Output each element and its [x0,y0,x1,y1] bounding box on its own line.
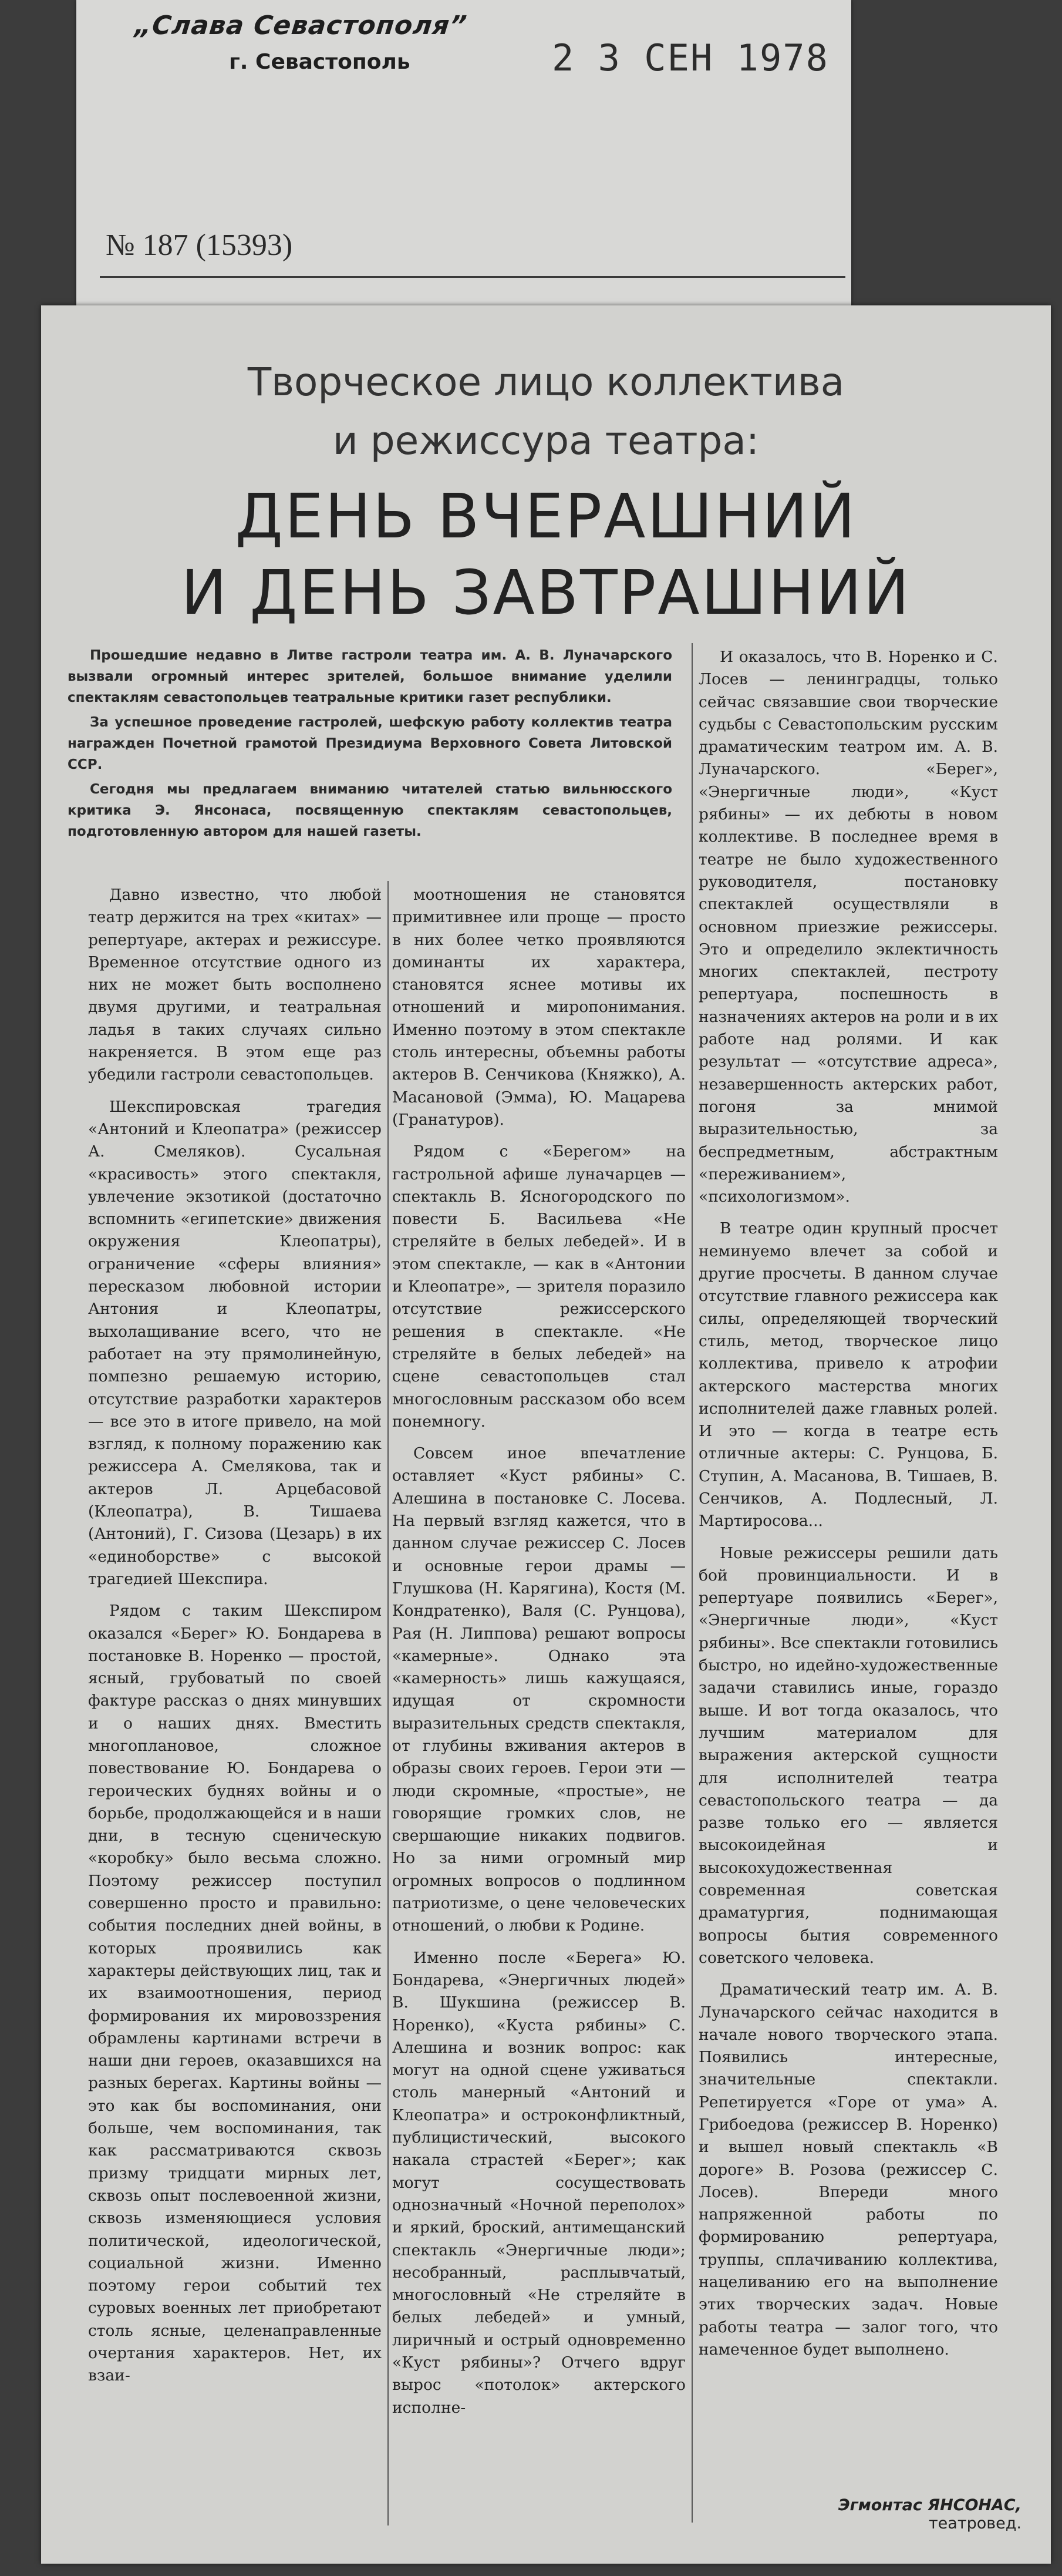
lead-block [68,645,672,846]
article-column-3 [699,646,998,2370]
issue-number: № 187 (15393) [106,228,293,262]
body-paragraph: Драматический театр им. А. В. Луначарского сейчас находится в начале нового творческого этапа. Появились интересные, значительные спектакли. Репетируется «Горе от ума» А. Грибоедова (режиссер В. Норенко) и вышел новый спектакль «В дороге» В. Розова (режиссер С. Лосев). Впереди много напряженной работы по формированию репертуара, труппы, сплачиванию коллектива, нацеливанию его на выполнение этих творческих задач. Новые работы театра — залог того, что намеченное будет выполнено. [699,1980,998,2359]
body-paragraph: И оказалось, что В. Норенко и С. Лосев — ленинградцы, только сейчас связавшие свои творческие судьбы с Севастопольским русским драматическим театром им. А. В. Луначарского. «Берег», «Энергичные люди», «Куст рябины» — их дебюты в новом коллективе. В последнее время в театре не было художественного руководителя, постановку спектаклей осуществляли в основном приезжие режиссеры. Это и определило эклектичность многих спектаклей, пестроту репертуара, поспешность в назначениях актеров на роли и в их работе над ролями. И как результат — «отсутствие адреса», незавершенность актерских работ, погоня за мнимой выразительностью, за беспредметным, абстрактным «переживанием», «психологизмом». [699,648,998,1206]
newspaper-city: г. Севастополь [229,50,410,74]
body-paragraph: моотношения не становятся примитивнее или проще — просто в них более четко проявляются доминанты их характера, становятся яснее мотивы их отношений и миропонимания. Именно поэтому в этом спектакле столь интересны, объемны работы актеров В. Сенчикова (Княжко), А. Масановой (Эмма), Ю. Мацарева (Гранатуров). [392,886,686,1129]
newspaper-name: „Слава Севастополя” [133,11,469,41]
lead-paragraph: Прошедшие недавно в Литве гастроли театра им. А. В. Луначарского вызвали огромный интерес зрителей, большое внимание уделили спектаклям севастопольцев театральные критики газет республики. [68,648,672,705]
date-stamp: 2 3 СЕН 1978 [552,36,829,79]
lead-paragraph: За успешное проведение гастролей, шефскую работу коллектив театра награжден Почетной грамотой Президиума Верховного Совета Литовской ССР. [68,715,672,772]
body-paragraph: Рядом с таким Шекспиром оказался «Берег» Ю. Бондарева в постановке В. Норенко — простой, ясный, грубоватый по своей фактуре рассказ о днях минувших и о наших днях. Вместить многоплановое, сложное повествование Ю. Бондарева о героических буднях войны и о борьбе, продолжающейся и в наши дни, в тесную сценическую «коробку» было весьма сложно. Поэтому режиссер поступил совершенно просто и правильно: события последних дней войны, в которых проявились как характеры действующих лиц, так и их взаимоотношения, период формирования их мировоззрения обрамлены картинами встречи в наши дни героев, оказавшихся на разных берегах. Картины войны — это как бы воспоминания, они больше, чем воспоминания, так как рассматриваются сквозь призму тридцати мирных лет, сквозь опыт послевоенной жизни, сквозь изменяющиеся условия политической, идеологической, социальной жизни. Именно поэтому герои событий тех суровых военных лет приобретают столь ясные, целенаправленные очертания характеров. Нет, их взаи- [88,1602,382,2385]
body-paragraph: В театре один крупный просчет неминуемо влечет за собой и другие просчеты. В данном случае отсутствие главного режиссера как силы, определяющей творческий стиль, метод, творческое лицо коллектива, привело к атрофии актерского мастерства многих исполнителей даже главных ролей. И это — когда в театре есть отличные актеры: С. Рунцова, Б. Ступин, А. Масанова, В. Тишаев, В. Сенчиков, А. Подлесный, Л. Мартиросова... [699,1219,998,1531]
column-divider [692,643,693,2523]
kicker-line-1: Творческое лицо коллектива [247,359,845,405]
body-paragraph: Новые режиссеры решили дать бой провинциальности. И в репертуаре появились «Берег», «Энергичные люди», «Куст рябины». Все спектакли готовились быстро, но идейно-художественные задачи ставились иные, гораздо выше. И вот тогда оказалось, что лучшим материалом для выражения актерской сущности для исполнителей театра севастопольского театра — да разве только его — является высокоидейная и высокохудожественная современная советская драматургия, поднимающая вопросы бытия современного советского человека. [699,1543,998,1967]
lead-paragraph: Сегодня мы предлагаем вниманию читателей статью вильнюсского критика Э. Янсонаса, посвященную спектаклям севастопольцев, подготовленную автором для нашей газеты. [68,782,672,839]
body-paragraph: Совсем иное впечатление оставляет «Куст рябины» С. Алешина в постановке С. Лосева. На первый взгляд кажется, что в данном случае режиссер С. Лосев и основные герои драмы — Глушкова (Н. Карягина), Костя (М. Кондратенко), Валя (С. Рунцова), Рая (Н. Липпова) решают вопросы «камерные». Однако эта «камерность» лишь кажущаяся, идущая от скромности выразительных средств спектакля, от глубины вживания актеров в образы своих героев. Герои эти — люди скромные, «простые», не говорящие громких слов, не свершающие никаких подвигов. Но за ними огромный мир огромных вопросов о подлинном патриотизме, о цене человеческих отношений, о любви к Родине. [392,1444,686,1935]
kicker-line-2: и режиссура театра: [332,418,760,463]
body-paragraph: Рядом с «Берегом» на гастрольной афише луначарцев — спектакль В. Ясногородского по повести Б. Васильева «Не стреляйте в белых лебедей». И в этом спектакле, — как в «Антонии и Клеопатре», — зрителя поразило отсутствие режиссерского решения в спектакле. «Не стреляйте в белых лебедей» на сцене севастопольцев стал многословным рассказом обо всем понемногу. [392,1142,686,1431]
author-name: Эгмонтас ЯНСОНАС, [838,2496,1021,2514]
article-column-2 [392,884,686,2429]
body-paragraph: Шекспировская трагедия «Антоний и Клеопатра» (режиссер А. Смеляков). Сусальная «красивость» этого спектакля, увлечение экзотикой (достаточно вспомнить «египетские» движения окружения Клеопатры), ограничение «сферы влияния» пересказом любовной истории Антония и Клеопатры, выхолащивание всего, что не работает на эту прямолинейную, помпезно решаемую историю, отсутствие разработки характеров — все это в итоге привело, на мой взгляд, к полному поражению как режиссера А. Смелякова, так и актеров Л. Арцебасовой (Клеопатра), В. Тишаева (Антоний), Г. Сизова (Цезарь) в их «единоборстве» с высокой трагедией Шекспира. [88,1097,382,1588]
body-paragraph: Давно известно, что любой театр держится на трех «китах» — репертуаре, актерах и режиссуре. Временное отсутствие одного из них не может быть восполнено двумя другими, и театральная ладья в таких случаях сильно накреняется. В этом еще раз убедили гастроли севастопольцев. [88,886,382,1084]
column-divider [387,881,389,2525]
author-role: театровед. [928,2514,1021,2533]
article-column-1 [88,884,382,2397]
body-paragraph: Именно после «Берега» Ю. Бондарева, «Энергичных людей» В. Шукшина (режиссер В. Норенко), «Куста рябины» С. Алешина и возник вопрос: как могут на одной сцене уживаться столь манерный «Антоний и Клеопатра» и остроконфликтный, публицистический, высокого накала страстей «Берег»; как могут сосуществовать однозначный «Ночной переполох» и яркий, броский, антимещанский спектакль «Энергичные люди»; несобранный, расплывчатый, многословный «Не стреляйте в белых лебедей» и умный, лиричный и острый одновременно «Куст рябины»? Отчего вдруг вырос «потолок» актерского исполне- [392,1948,686,2417]
author-signature [763,2496,1021,2533]
headline-line-2: И ДЕНЬ ЗАВТРАШНИЙ [181,557,911,628]
headline-line-1: ДЕНЬ ВЧЕРАШНИЙ [235,480,857,552]
issue-rule [100,276,845,278]
